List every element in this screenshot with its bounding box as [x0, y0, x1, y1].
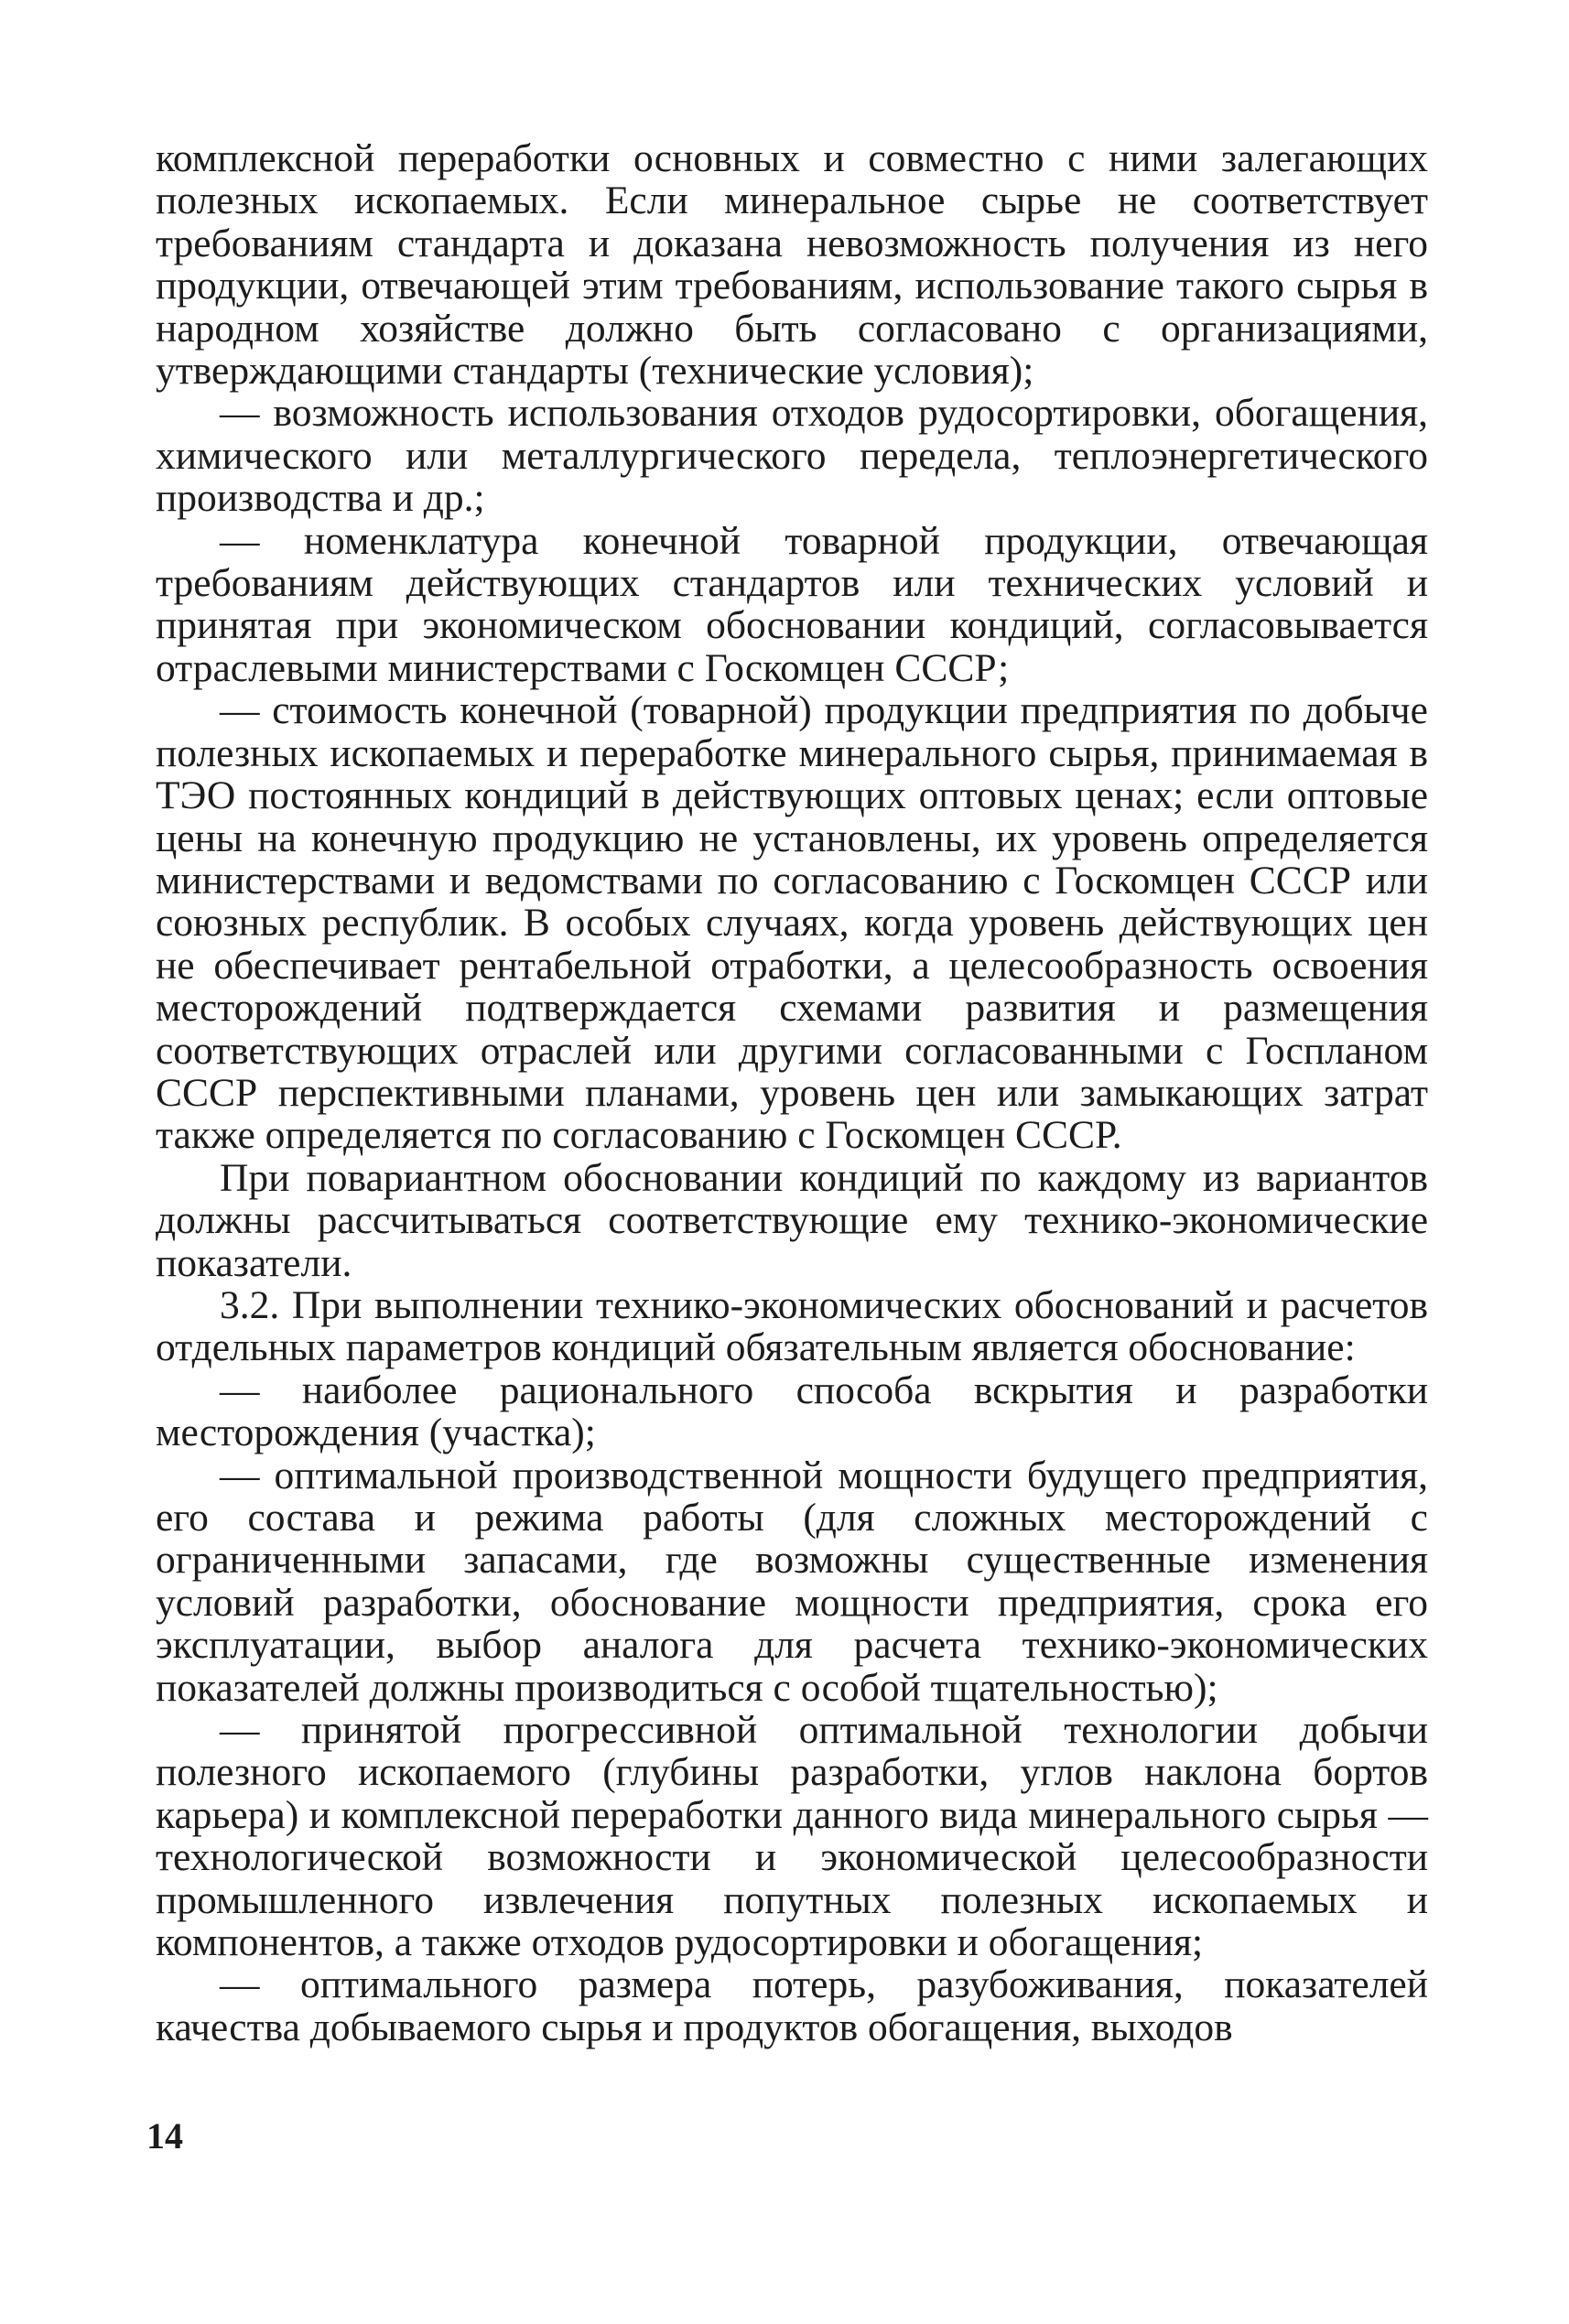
document-page [156, 137, 1428, 2048]
paragraph-technology: — принятой прогрессивной оптимальной технологии добычи полезного ископаемого (глубины разработки, углов наклона бортов карьера) и комплексной переработки данного вида минерального сырья — технологической возможности и экономической целесообразности промышленного извлечения попутных полезных ископаемых и компонентов, а также отходов рудосортировки и обогащения; [156, 1708, 1428, 1965]
paragraph-waste-use: — возможность использования отходов рудосортировки, обогащения, химического или металлургического передела, теплоэнергетического производства и др.; [156, 391, 1428, 521]
page-number: 14 [146, 2115, 183, 2156]
paragraph-section-3-2: 3.2. При выполнении технико-экономических обоснований и расчетов отдельных параметров кондиций обязательным является обоснование: [156, 1282, 1428, 1370]
paragraph-product-cost: — стоимость конечной (товарной) продукции предприятия по добыче полезных ископаемых и переработке минерального сырья, принимаемая в ТЭО постоянных кондиций в действующих оптовых ценах; если оптовые цены на конечную продукцию не установлены, их уровень определяется министерствами и ведомствами по согласованию с Госкомцен СССР или союзных республик. В особых случаях, когда уровень действующих цен не обеспечивает рентабельной отработки, а целесообразность освоения месторождений подтверждается схемами развития и размещения соответствующих отраслей или другими согласованными с Госпланом СССР перспективными планами, уровень цен или замыкающих затрат также определяется по согласованию с Госкомцен СССР. [156, 688, 1428, 1158]
paragraph-opening-method: — наиболее рационального способа вскрытия и разработки месторождения (участка); [156, 1367, 1428, 1455]
paragraph-losses: — оптимального размера потерь, разубоживания, показателей качества добываемого сырья и продуктов обогащения, выходов [156, 1962, 1428, 2049]
paragraph-production-capacity: — оптимальной производственной мощности будущего предприятия, его состава и режима работы (для сложных месторождений с ограниченными запасами, где возможны существенные изменения условий разработки, обоснование мощности предприятия, срока его эксплуатации, выбор аналога для расчета технико-экономических показателей должны производиться с особой тщательностью); [156, 1453, 1428, 1710]
paragraph-variants: При повариантном обосновании кондиций по каждому из вариантов должны рассчитываться соответствующие ему технико-экономические показатели. [156, 1155, 1428, 1285]
paragraph-product-range: — номенклатура конечной товарной продукции, отвечающая требованиям действующих стандартов или технических условий и принятая при экономическом обосновании кондиций, согласовывается отраслевыми министерствами с Госкомцен СССР; [156, 518, 1428, 690]
paragraph-continuation: комплексной переработки основных и совместно с ними залегающих полезных ископаемых. Если минеральное сырье не соответствует требованиям стандарта и доказана невозможность получения из него продукции, отвечающей этим требованиям, использование такого сырья в народном хозяйстве должно быть согласовано с организациями, утверждающими стандарты (технические условия); [156, 136, 1428, 394]
